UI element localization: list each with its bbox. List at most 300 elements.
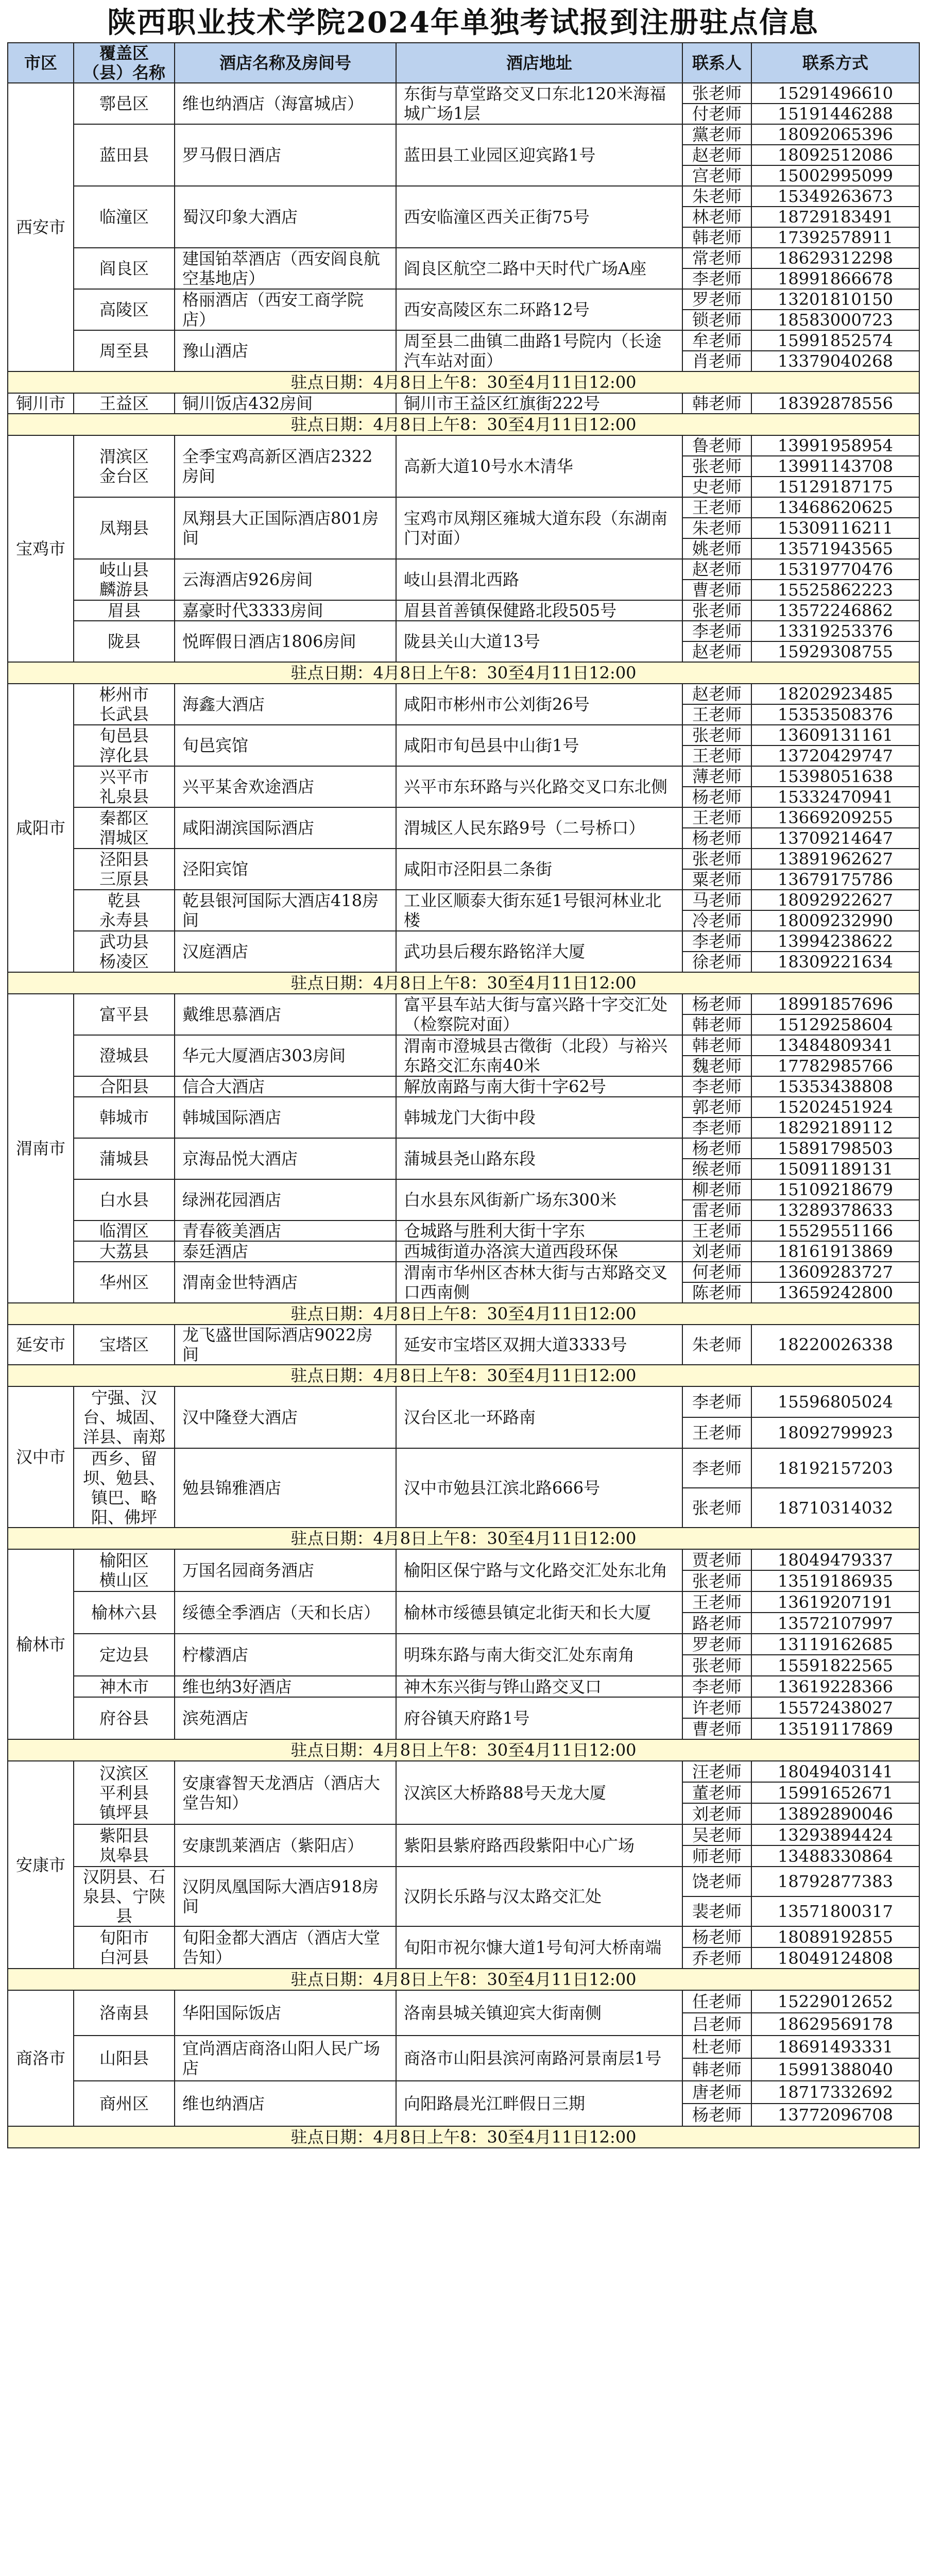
date-separator-row bbox=[8, 2126, 919, 2148]
city-cell: 西安市 bbox=[8, 83, 74, 371]
table-row bbox=[8, 1035, 919, 1056]
station-date-text: 驻点日期：4月8日上午8：30至4月11日12:00 bbox=[8, 414, 919, 435]
address-cell: 仓城路与胜利大街十字东 bbox=[396, 1221, 682, 1241]
address-cell: 陇县关山大道13号 bbox=[396, 621, 682, 662]
contact-phone-cell: 13488330864 bbox=[751, 1845, 919, 1867]
table-row bbox=[8, 435, 919, 456]
hotel-cell: 华元大厦酒店303房间 bbox=[175, 1035, 396, 1076]
date-separator-row bbox=[8, 1303, 919, 1325]
address-cell: 汉阴长乐路与汉太路交汇处 bbox=[396, 1867, 682, 1926]
address-cell: 榆林市绥德县镇定北街天和长大厦 bbox=[396, 1591, 682, 1634]
hotel-cell: 云海酒店926房间 bbox=[175, 559, 396, 600]
hotel-cell: 豫山酒店 bbox=[175, 330, 396, 371]
address-cell: 铜川市王益区红旗街222号 bbox=[396, 393, 682, 414]
table-row bbox=[8, 725, 919, 745]
table-row bbox=[8, 1076, 919, 1097]
contact-name-cell: 王老师 bbox=[682, 807, 751, 828]
contact-phone-cell: 18292189112 bbox=[751, 1117, 919, 1138]
address-cell: 神木东兴街与铧山路交叉口 bbox=[396, 1676, 682, 1697]
county-cell: 旬邑县 淳化县 bbox=[74, 725, 175, 766]
hotel-cell: 罗马假日酒店 bbox=[175, 124, 396, 186]
contact-phone-cell: 15229012652 bbox=[751, 1990, 919, 2013]
county-cell: 乾县 永寿县 bbox=[74, 890, 175, 931]
hotel-cell: 华阳国际饭店 bbox=[175, 1990, 396, 2036]
hotel-cell: 悦晖假日酒店1806房间 bbox=[175, 621, 396, 662]
hotel-cell: 柠檬酒店 bbox=[175, 1634, 396, 1676]
contact-name-cell: 黨老师 bbox=[682, 124, 751, 145]
hotel-cell: 旬阳金都大酒店（酒店大堂告知） bbox=[175, 1926, 396, 1969]
table-row bbox=[8, 2081, 919, 2104]
contact-name-cell: 王老师 bbox=[682, 1591, 751, 1613]
contact-phone-cell: 15309116211 bbox=[751, 518, 919, 538]
contact-phone-cell: 18991866678 bbox=[751, 268, 919, 289]
county-cell: 商州区 bbox=[74, 2081, 175, 2126]
contact-phone-cell: 15596805024 bbox=[751, 1386, 919, 1417]
contact-name-cell: 王老师 bbox=[682, 497, 751, 518]
contact-name-cell: 薄老师 bbox=[682, 766, 751, 787]
contact-phone-cell: 15591822565 bbox=[751, 1655, 919, 1676]
hotel-cell: 青春筱美酒店 bbox=[175, 1221, 396, 1241]
table-row bbox=[8, 849, 919, 869]
contact-name-cell: 宫老师 bbox=[682, 165, 751, 186]
address-cell: 咸阳市泾阳县二条街 bbox=[396, 849, 682, 890]
contact-phone-cell: 18583000723 bbox=[751, 310, 919, 330]
contact-name-cell: 常老师 bbox=[682, 248, 751, 268]
table-row bbox=[8, 1761, 919, 1782]
contact-phone-cell: 18049479337 bbox=[751, 1549, 919, 1570]
table-row bbox=[8, 289, 919, 310]
hotel-cell: 绥德全季酒店（天和长店） bbox=[175, 1591, 396, 1634]
table-row bbox=[8, 1097, 919, 1117]
county-cell: 蒲城县 bbox=[74, 1138, 175, 1179]
contact-name-cell: 罗老师 bbox=[682, 1634, 751, 1655]
contact-name-cell: 史老师 bbox=[682, 477, 751, 497]
address-cell: 高新大道10号水木清华 bbox=[396, 435, 682, 497]
table-row bbox=[8, 1634, 919, 1655]
contact-phone-cell: 15349263673 bbox=[751, 186, 919, 207]
county-cell: 澄城县 bbox=[74, 1035, 175, 1076]
station-date-text: 驻点日期：4月8日上午8：30至4月11日12:00 bbox=[8, 972, 919, 994]
county-cell: 山阳县 bbox=[74, 2036, 175, 2081]
hotel-cell: 汉庭酒店 bbox=[175, 931, 396, 972]
county-cell: 大荔县 bbox=[74, 1241, 175, 1262]
contact-phone-cell: 13519186935 bbox=[751, 1570, 919, 1591]
address-cell: 榆阳区保宁路与文化路交汇处东北角 bbox=[396, 1549, 682, 1591]
contact-name-cell: 韩老师 bbox=[682, 393, 751, 414]
contact-name-cell: 陈老师 bbox=[682, 1282, 751, 1303]
contact-name-cell: 汪老师 bbox=[682, 1761, 751, 1782]
address-cell: 渭城区人民东路9号（二号桥口） bbox=[396, 807, 682, 849]
contact-phone-cell: 13379040268 bbox=[751, 351, 919, 371]
contact-name-cell: 张老师 bbox=[682, 1570, 751, 1591]
station-date-text: 驻点日期：4月8日上午8：30至4月11日12:00 bbox=[8, 1303, 919, 1325]
table-row bbox=[8, 186, 919, 207]
contact-phone-cell: 15353438808 bbox=[751, 1076, 919, 1097]
table-row bbox=[8, 1926, 919, 1947]
contact-name-cell: 韩老师 bbox=[682, 2058, 751, 2081]
contact-phone-cell: 13319253376 bbox=[751, 621, 919, 641]
address-cell: 西安临潼区西关正街75号 bbox=[396, 186, 682, 248]
registration-table bbox=[7, 42, 920, 2148]
table-row bbox=[8, 248, 919, 268]
contact-name-cell: 刘老师 bbox=[682, 1241, 751, 1262]
county-cell: 阎良区 bbox=[74, 248, 175, 289]
table-row bbox=[8, 890, 919, 910]
table-row bbox=[8, 1591, 919, 1613]
table-row bbox=[8, 393, 919, 414]
contact-phone-cell: 18309221634 bbox=[751, 952, 919, 972]
contact-phone-cell: 13772096708 bbox=[751, 2104, 919, 2126]
hotel-cell: 汉中隆登大酒店 bbox=[175, 1386, 396, 1448]
contact-name-cell: 朱老师 bbox=[682, 518, 751, 538]
table-body bbox=[8, 83, 919, 2148]
contact-name-cell: 杨老师 bbox=[682, 1138, 751, 1159]
contact-phone-cell: 13720429747 bbox=[751, 745, 919, 766]
contact-name-cell: 王老师 bbox=[682, 745, 751, 766]
contact-phone-cell: 13572107997 bbox=[751, 1613, 919, 1634]
contact-name-cell: 刘老师 bbox=[682, 1803, 751, 1824]
contact-phone-cell: 13119162685 bbox=[751, 1634, 919, 1655]
contact-name-cell: 任老师 bbox=[682, 1990, 751, 2013]
station-date-text: 驻点日期：4月8日上午8：30至4月11日12:00 bbox=[8, 2126, 919, 2148]
contact-phone-cell: 18392878556 bbox=[751, 393, 919, 414]
county-cell: 王益区 bbox=[74, 393, 175, 414]
table-row bbox=[8, 559, 919, 580]
contact-name-cell: 粟老师 bbox=[682, 869, 751, 890]
contact-phone-cell: 13572246862 bbox=[751, 600, 919, 621]
contact-name-cell: 曹老师 bbox=[682, 580, 751, 600]
date-separator-row bbox=[8, 1969, 919, 1990]
date-separator-row bbox=[8, 1528, 919, 1549]
county-cell: 榆林六县 bbox=[74, 1591, 175, 1634]
contact-name-cell: 吴老师 bbox=[682, 1824, 751, 1845]
address-cell: 韩城龙门大街中段 bbox=[396, 1097, 682, 1138]
contact-phone-cell: 13619207191 bbox=[751, 1591, 919, 1613]
contact-phone-cell: 15202451924 bbox=[751, 1097, 919, 1117]
address-cell: 明珠东路与南大街交汇处东南角 bbox=[396, 1634, 682, 1676]
contact-phone-cell: 18220026338 bbox=[751, 1325, 919, 1365]
contact-phone-cell: 15929308755 bbox=[751, 641, 919, 662]
contact-name-cell: 杨老师 bbox=[682, 787, 751, 807]
table-row bbox=[8, 684, 919, 704]
address-cell: 东街与草堂路交叉口东北120米海福城广场1层 bbox=[396, 83, 682, 124]
table-row bbox=[8, 330, 919, 351]
county-cell: 凤翔县 bbox=[74, 497, 175, 559]
contact-name-cell: 董老师 bbox=[682, 1782, 751, 1803]
hotel-cell: 泰廷酒店 bbox=[175, 1241, 396, 1262]
date-separator-row bbox=[8, 414, 919, 435]
contact-name-cell: 李老师 bbox=[682, 1676, 751, 1697]
table-row bbox=[8, 1867, 919, 1896]
contact-name-cell: 吕老师 bbox=[682, 2013, 751, 2036]
county-cell: 西乡、留坝、勉县、镇巴、略阳、佛坪 bbox=[74, 1448, 175, 1528]
hotel-cell: 勉县锦雅酒店 bbox=[175, 1448, 396, 1528]
hotel-cell: 全季宝鸡高新区酒店2322房间 bbox=[175, 435, 396, 497]
hotel-cell: 海鑫大酒店 bbox=[175, 684, 396, 725]
station-date-text: 驻点日期：4月8日上午8：30至4月11日12:00 bbox=[8, 1969, 919, 1990]
contact-phone-cell: 18092922627 bbox=[751, 890, 919, 910]
contact-phone-cell: 18717332692 bbox=[751, 2081, 919, 2104]
contact-name-cell: 韩老师 bbox=[682, 1035, 751, 1056]
contact-name-cell: 李老师 bbox=[682, 621, 751, 641]
table-row bbox=[8, 1549, 919, 1570]
contact-phone-cell: 13991143708 bbox=[751, 456, 919, 477]
address-cell: 工业区顺泰大街东延1号银河林业北楼 bbox=[396, 890, 682, 931]
contact-phone-cell: 15529551166 bbox=[751, 1221, 919, 1241]
hotel-cell: 京海品悦大酒店 bbox=[175, 1138, 396, 1179]
address-cell: 阎良区航空二路中天时代广场A座 bbox=[396, 248, 682, 289]
hotel-cell: 维也纳酒店（海富城店） bbox=[175, 83, 396, 124]
hotel-cell: 信合大酒店 bbox=[175, 1076, 396, 1097]
table-row bbox=[8, 766, 919, 787]
address-cell: 解放南路与南大街十字62号 bbox=[396, 1076, 682, 1097]
county-cell: 秦都区 渭城区 bbox=[74, 807, 175, 849]
contact-name-cell: 郭老师 bbox=[682, 1097, 751, 1117]
station-date-text: 驻点日期：4月8日上午8：30至4月11日12:00 bbox=[8, 1739, 919, 1761]
address-cell: 旬阳市祝尔慷大道1号旬河大桥南端 bbox=[396, 1926, 682, 1969]
address-cell: 咸阳市旬邑县中山街1号 bbox=[396, 725, 682, 766]
contact-phone-cell: 15991852574 bbox=[751, 330, 919, 351]
contact-phone-cell: 13659242800 bbox=[751, 1282, 919, 1303]
table-row bbox=[8, 1325, 919, 1365]
header-city: 市区 bbox=[8, 43, 74, 83]
address-cell: 汉滨区大桥路88号天龙大厦 bbox=[396, 1761, 682, 1824]
county-cell: 彬州市 长武县 bbox=[74, 684, 175, 725]
contact-name-cell: 张老师 bbox=[682, 456, 751, 477]
county-cell: 武功县 杨凌区 bbox=[74, 931, 175, 972]
contact-name-cell: 杨老师 bbox=[682, 828, 751, 849]
address-cell: 西城街道办洛滨大道西段环保 bbox=[396, 1241, 682, 1262]
county-cell: 紫阳县 岚皋县 bbox=[74, 1824, 175, 1867]
contact-phone-cell: 15525862223 bbox=[751, 580, 919, 600]
header-county: 覆盖区（县）名称 bbox=[74, 43, 175, 83]
contact-name-cell: 韩老师 bbox=[682, 227, 751, 248]
contact-name-cell: 朱老师 bbox=[682, 1325, 751, 1365]
county-cell: 临渭区 bbox=[74, 1221, 175, 1241]
hotel-cell: 凤翔县大正国际酒店801房间 bbox=[175, 497, 396, 559]
contact-name-cell: 师老师 bbox=[682, 1845, 751, 1867]
county-cell: 鄠邑区 bbox=[74, 83, 175, 124]
hotel-cell: 宜尚酒店商洛山阳人民广场店 bbox=[175, 2036, 396, 2081]
county-cell: 旬阳市 白河县 bbox=[74, 1926, 175, 1969]
city-cell: 渭南市 bbox=[8, 994, 74, 1303]
contact-name-cell: 杨老师 bbox=[682, 2104, 751, 2126]
header-address: 酒店地址 bbox=[396, 43, 682, 83]
address-cell: 延安市宝塔区双拥大道3333号 bbox=[396, 1325, 682, 1365]
contact-phone-cell: 13468620625 bbox=[751, 497, 919, 518]
contact-phone-cell: 18049403141 bbox=[751, 1761, 919, 1782]
contact-phone-cell: 18629312298 bbox=[751, 248, 919, 268]
hotel-cell: 万国名园商务酒店 bbox=[175, 1549, 396, 1591]
contact-phone-cell: 13293894424 bbox=[751, 1824, 919, 1845]
hotel-cell: 韩城国际酒店 bbox=[175, 1097, 396, 1138]
contact-name-cell: 王老师 bbox=[682, 1417, 751, 1448]
city-cell: 延安市 bbox=[8, 1325, 74, 1365]
address-cell: 渭南市澄城县古徵街（北段）与裕兴东路交汇东南40米 bbox=[396, 1035, 682, 1076]
contact-phone-cell: 15109218679 bbox=[751, 1179, 919, 1200]
contact-name-cell: 贾老师 bbox=[682, 1549, 751, 1570]
contact-name-cell: 乔老师 bbox=[682, 1947, 751, 1969]
county-cell: 高陵区 bbox=[74, 289, 175, 330]
address-cell: 周至县二曲镇二曲路1号院内（长途汽车站对面） bbox=[396, 330, 682, 371]
county-cell: 华州区 bbox=[74, 1262, 175, 1303]
table-row bbox=[8, 994, 919, 1014]
hotel-cell: 铜川饭店432房间 bbox=[175, 393, 396, 414]
contact-phone-cell: 13519117869 bbox=[751, 1718, 919, 1739]
address-cell: 商洛市山阳县滨河南路河景南层1号 bbox=[396, 2036, 682, 2081]
contact-phone-cell: 18691493331 bbox=[751, 2036, 919, 2058]
contact-name-cell: 杨老师 bbox=[682, 1926, 751, 1947]
contact-phone-cell: 13201810150 bbox=[751, 289, 919, 310]
city-cell: 榆林市 bbox=[8, 1549, 74, 1739]
contact-name-cell: 姚老师 bbox=[682, 538, 751, 559]
page-title: 陕西职业技术学院2024年单独考试报到注册驻点信息 bbox=[107, 6, 819, 40]
contact-name-cell: 王老师 bbox=[682, 704, 751, 725]
contact-name-cell: 锁老师 bbox=[682, 310, 751, 330]
contact-name-cell: 王老师 bbox=[682, 1221, 751, 1241]
contact-phone-cell: 15991388040 bbox=[751, 2058, 919, 2081]
contact-name-cell: 缑老师 bbox=[682, 1159, 751, 1179]
contact-name-cell: 赵老师 bbox=[682, 559, 751, 580]
contact-name-cell: 李老师 bbox=[682, 1448, 751, 1488]
address-cell: 西安高陵区东二环路12号 bbox=[396, 289, 682, 330]
contact-phone-cell: 13994238622 bbox=[751, 931, 919, 952]
contact-name-cell: 付老师 bbox=[682, 104, 751, 124]
city-cell: 宝鸡市 bbox=[8, 435, 74, 662]
city-cell: 汉中市 bbox=[8, 1386, 74, 1528]
hotel-cell: 维也纳酒店 bbox=[175, 2081, 396, 2126]
contact-name-cell: 李老师 bbox=[682, 931, 751, 952]
address-cell: 蒲城县尧山路东段 bbox=[396, 1138, 682, 1179]
contact-name-cell: 路老师 bbox=[682, 1613, 751, 1634]
address-cell: 富平县车站大街与富兴路十字交汇处（检察院对面） bbox=[396, 994, 682, 1035]
county-cell: 岐山县 麟游县 bbox=[74, 559, 175, 600]
header-contact: 联系人 bbox=[682, 43, 751, 83]
hotel-cell: 旬邑宾馆 bbox=[175, 725, 396, 766]
hotel-cell: 安康睿智天龙酒店（酒店大堂告知） bbox=[175, 1761, 396, 1824]
table-row bbox=[8, 621, 919, 641]
address-cell: 兴平市东环路与兴化路交叉口东北侧 bbox=[396, 766, 682, 807]
address-cell: 府谷镇天府路1号 bbox=[396, 1697, 682, 1739]
station-date-text: 驻点日期：4月8日上午8：30至4月11日12:00 bbox=[8, 371, 919, 393]
contact-name-cell: 冷老师 bbox=[682, 910, 751, 931]
contact-phone-cell: 15191446288 bbox=[751, 104, 919, 124]
contact-phone-cell: 15572438027 bbox=[751, 1697, 919, 1718]
county-cell: 合阳县 bbox=[74, 1076, 175, 1097]
contact-phone-cell: 18049124808 bbox=[751, 1947, 919, 1969]
contact-name-cell: 唐老师 bbox=[682, 2081, 751, 2104]
hotel-cell: 安康凯莱酒店（紫阳店） bbox=[175, 1824, 396, 1867]
contact-phone-cell: 18991857696 bbox=[751, 994, 919, 1014]
contact-phone-cell: 13679175786 bbox=[751, 869, 919, 890]
contact-name-cell: 杨老师 bbox=[682, 994, 751, 1014]
contact-phone-cell: 15291496610 bbox=[751, 83, 919, 104]
county-cell: 周至县 bbox=[74, 330, 175, 371]
address-cell: 渭南市华州区杏林大街与古郑路交叉口西南侧 bbox=[396, 1262, 682, 1303]
contact-phone-cell: 15353508376 bbox=[751, 704, 919, 725]
hotel-cell: 泾阳宾馆 bbox=[175, 849, 396, 890]
date-separator-row bbox=[8, 1365, 919, 1386]
contact-phone-cell: 18089192855 bbox=[751, 1926, 919, 1947]
contact-phone-cell: 15129258604 bbox=[751, 1014, 919, 1035]
contact-phone-cell: 15332470941 bbox=[751, 787, 919, 807]
city-cell: 安康市 bbox=[8, 1761, 74, 1969]
contact-name-cell: 李老师 bbox=[682, 1117, 751, 1138]
city-cell: 咸阳市 bbox=[8, 684, 74, 972]
address-cell: 汉台区北一环路南 bbox=[396, 1386, 682, 1448]
hotel-cell: 建国铂萃酒店（西安阎良航空基地店） bbox=[175, 248, 396, 289]
table-row bbox=[8, 1241, 919, 1262]
address-cell: 咸阳市彬州市公刘街26号 bbox=[396, 684, 682, 725]
contact-name-cell: 曹老师 bbox=[682, 1718, 751, 1739]
hotel-cell: 维也纳3好酒店 bbox=[175, 1676, 396, 1697]
contact-phone-cell: 18192157203 bbox=[751, 1448, 919, 1488]
contact-name-cell: 韩老师 bbox=[682, 1014, 751, 1035]
address-cell: 武功县后稷东路铭洋大厦 bbox=[396, 931, 682, 972]
hotel-cell: 绿洲花园酒店 bbox=[175, 1179, 396, 1221]
station-date-text: 驻点日期：4月8日上午8：30至4月11日12:00 bbox=[8, 1528, 919, 1549]
contact-name-cell: 饶老师 bbox=[682, 1867, 751, 1896]
contact-phone-cell: 13289378633 bbox=[751, 1200, 919, 1221]
contact-phone-cell: 18710314032 bbox=[751, 1488, 919, 1528]
county-cell: 渭滨区 金台区 bbox=[74, 435, 175, 497]
contact-phone-cell: 18092799923 bbox=[751, 1417, 919, 1448]
contact-name-cell: 张老师 bbox=[682, 1655, 751, 1676]
table-row bbox=[8, 83, 919, 104]
contact-name-cell: 赵老师 bbox=[682, 145, 751, 165]
contact-phone-cell: 15891798503 bbox=[751, 1138, 919, 1159]
contact-phone-cell: 18092512086 bbox=[751, 145, 919, 165]
table-row bbox=[8, 1386, 919, 1417]
address-cell: 岐山县渭北西路 bbox=[396, 559, 682, 600]
hotel-cell: 嘉豪时代3333房间 bbox=[175, 600, 396, 621]
table-row bbox=[8, 931, 919, 952]
hotel-cell: 蜀汉印象大酒店 bbox=[175, 186, 396, 248]
contact-name-cell: 裴老师 bbox=[682, 1896, 751, 1926]
contact-phone-cell: 15129187175 bbox=[751, 477, 919, 497]
address-cell: 眉县首善镇保健路北段505号 bbox=[396, 600, 682, 621]
contact-name-cell: 罗老师 bbox=[682, 289, 751, 310]
table-row bbox=[8, 1221, 919, 1241]
contact-phone-cell: 15091189131 bbox=[751, 1159, 919, 1179]
hotel-cell: 乾县银河国际大酒店418房间 bbox=[175, 890, 396, 931]
county-cell: 定边县 bbox=[74, 1634, 175, 1676]
station-date-text: 驻点日期：4月8日上午8：30至4月11日12:00 bbox=[8, 1365, 919, 1386]
contact-phone-cell: 18009232990 bbox=[751, 910, 919, 931]
contact-phone-cell: 18729183491 bbox=[751, 207, 919, 227]
table-row bbox=[8, 807, 919, 828]
county-cell: 泾阳县 三原县 bbox=[74, 849, 175, 890]
contact-phone-cell: 17782985766 bbox=[751, 1056, 919, 1076]
county-cell: 府谷县 bbox=[74, 1697, 175, 1739]
contact-phone-cell: 13571800317 bbox=[751, 1896, 919, 1926]
contact-phone-cell: 15002995099 bbox=[751, 165, 919, 186]
date-separator-row bbox=[8, 371, 919, 393]
contact-name-cell: 牟老师 bbox=[682, 330, 751, 351]
contact-name-cell: 马老师 bbox=[682, 890, 751, 910]
contact-name-cell: 林老师 bbox=[682, 207, 751, 227]
contact-name-cell: 赵老师 bbox=[682, 684, 751, 704]
contact-name-cell: 张老师 bbox=[682, 1488, 751, 1528]
contact-name-cell: 杜老师 bbox=[682, 2036, 751, 2058]
table-row bbox=[8, 1138, 919, 1159]
contact-name-cell: 肖老师 bbox=[682, 351, 751, 371]
contact-name-cell: 朱老师 bbox=[682, 186, 751, 207]
contact-phone-cell: 18092065396 bbox=[751, 124, 919, 145]
table-row bbox=[8, 2036, 919, 2058]
contact-phone-cell: 13609283727 bbox=[751, 1262, 919, 1282]
contact-name-cell: 李老师 bbox=[682, 1386, 751, 1417]
